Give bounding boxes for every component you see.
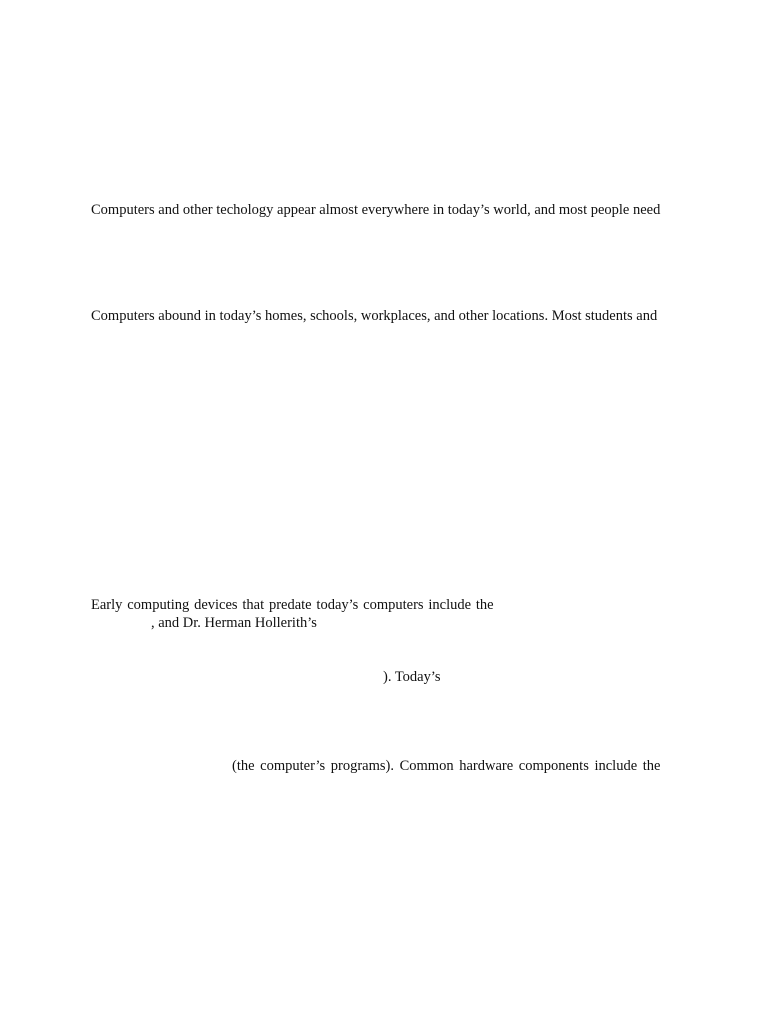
text-line-early-devices: Early computing devices that predate today’s computers include the bbox=[91, 597, 494, 613]
text-line-intro: Computers and other techology appear almost everywhere in today’s world, and most people need bbox=[91, 202, 661, 218]
text-line-programs: (the computer’s programs). Common hardware components include the bbox=[232, 758, 661, 774]
text-line-abound: Computers abound in today’s homes, schools, workplaces, and other locations. Most students and bbox=[91, 308, 658, 324]
text-line-todays: ). Today’s bbox=[383, 669, 441, 685]
text-line-hollerith: , and Dr. Herman Hollerith’s bbox=[151, 615, 317, 631]
